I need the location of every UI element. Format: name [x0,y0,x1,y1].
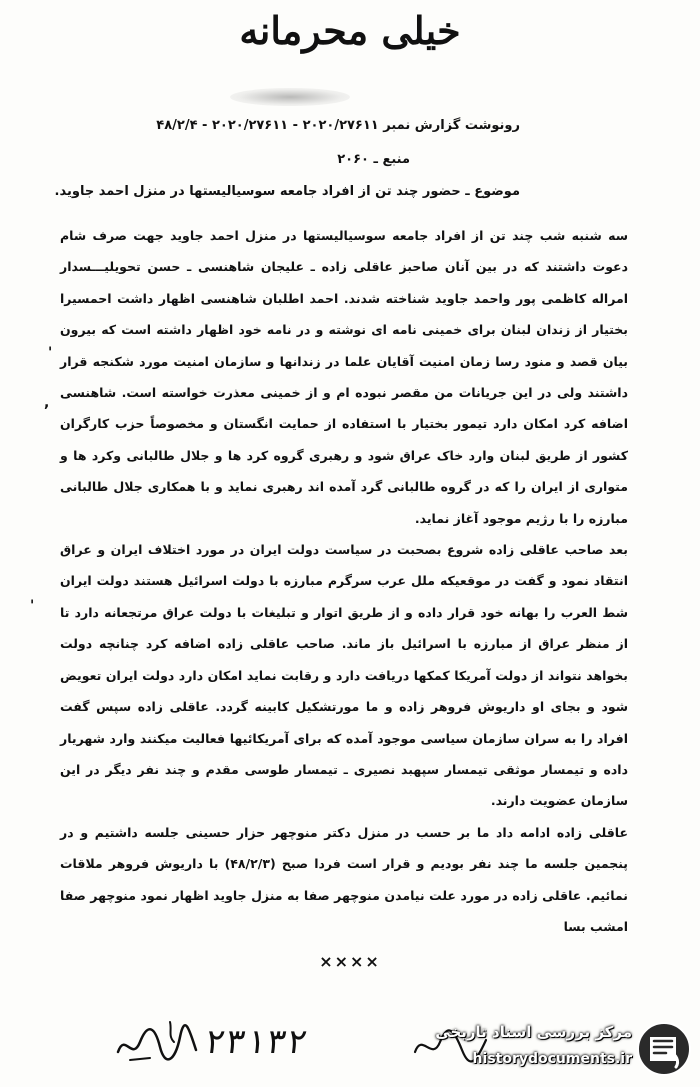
ink-smudge [230,88,350,106]
body-paragraph: سه شنبه شب چند تن از افراد جامعه سوسیالیستها در منزل احمد جاوید جهت صرف شام دعوت داشتند که در بین آنان صاحبز عاقلی زاده ـ علیجان شاهنسی ـ حسن تحویلیـــسدار امراله کاظمی پور واحمد جاوید شناخته شدند. احمد اطلبان شاهنسی اظهار داشت احمسیرا بختیار از زندان لبنان برای خمینی نامه ای نوشته و در نامه خود اظهار داشته است که بیرون بیان قصد و منود رسا زمان امنیت آقایان علما در زندانها و سازمان امنیت مورد شکنجه قرار داشتند ولی در این جریانات من مقصر نبوده ام و از خمینی معذرت خواسته است. شاهنسی اضافه کرد امکان دارد تیمور بختیار با استفاده از حمایت انگستان و مخصوصاً حزب کارگران کشور از طریق لبنان وارد خاک عراق شود و رهبری گروه کرد ها و جلال طالبانی وکرد ها و متواری از ایران را که در گروه طالبانی گرد آمده اند رهبری نماید و با همکاری جلال طالبانی مبارزه را با رژیم موجود آغاز نماید. [60,228,628,526]
end-marks: ×××× [319,952,381,971]
watermark-title: مرکز بررسی اسناد تاریخی [435,1023,632,1041]
body-paragraph: بعد صاحب عاقلی زاده شروع بصحبت در سیاست دولت ایران در مورد اختلاف ایران و عراق انتقاد نمود و گفت در موقعیکه ملل عرب سرگرم مبارزه با دولت اسرائیل هستند دولت ایران شط العرب را بهانه خود قرار داده و از طریق اتوار و تبلیغات با دولت عراق مرتجعانه دارد تا از منظر عراق از مبارزه با اسرائیل باز ماند. صاحب عاقلی زاده اضافه کرد چنانچه دولت بخواهد نتواند از دولت آمریکا کمکها دریافت دارد و رقابت نماید امکان دارد دولت ایران تعویض شود و بجای او داریوش فروهر زاده و ما مورتشکیل کابینه گردد. عاقلی زاده سپس گفت افراد را به سران سازمان سیاسی موجود آمده که برای آمریکائیها فعالیت میکنند وارد شهریار داده و تیمسار موثقی تیمسار سپهبد نصیری ـ تیمسار طوسی مقدم و چند نفر دیگر در این سازمان عضویت دارند. [60,542,628,809]
handwritten-signature [110,1012,200,1072]
watermark-url: historydocuments.ir [472,1051,632,1067]
margin-mark: , [44,395,50,411]
report-body [60,220,628,942]
body-paragraph: عاقلی زاده ادامه داد ما بر حسب در منزل دکتر منوچهر حزار حسینی جلسه داشتیم و در پنجمین جلسه ما چند نفر بودیم و قرار است فردا صبح (۴۸/۲/۳) با داریوش فروهر ملاقات نمائیم. عاقلی زاده در مورد علت نیامدن منوچهر صفا به منزل جاوید اظهار نمود منوچهر صفا امشب بسا [60,824,628,934]
margin-mark: ' [48,345,53,361]
archive-logo-icon [636,1021,692,1077]
archive-watermark [427,1017,692,1079]
report-number-line: رونوشت گزارش نمبر ۲۰۲۰/۲۷۶۱۱ - ۲۰۲۰/۲۷۶۱۱ - ۴۸/۲/۴ [156,118,520,133]
classification-heading: خیلی محرمانه [239,8,461,53]
handwritten-number: ۲۳۱۳۲ [202,1022,311,1062]
margin-mark: ' [30,598,35,614]
subject-line: موضوع ـ حضور چند تن از افراد جامعه سوسیالیستها در منزل احمد جاوید. [54,184,520,199]
source-line: منبع ـ ۲۰۶۰ [337,152,410,167]
